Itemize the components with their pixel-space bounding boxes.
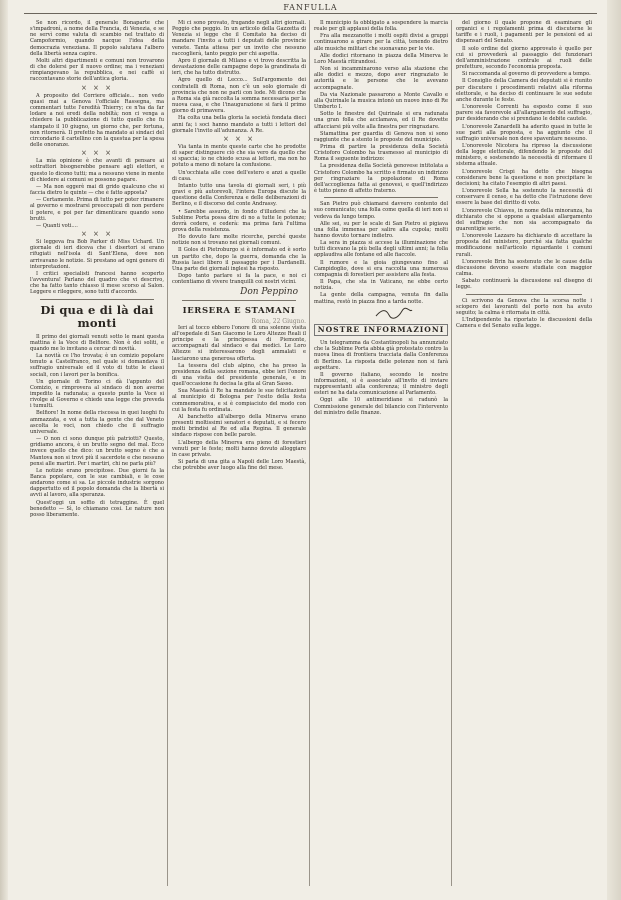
paragraph: Ha colta una bella gloria la società fondata dieci anni fa; i soci hanno mandato a tutti i lettori del giornale l'invito all'adunanza. A Re. xyxy=(172,115,306,134)
paragraph: Si raccomanda al governo di provvedere a tempo. xyxy=(462,71,591,78)
paragraph: San Pietro può chiamarsi davvero contento del suo comunicato; una folla come quella di ieri non si vedeva da lungo tempo. xyxy=(314,201,448,220)
paragraph: La tessera del club alpino, che ha preso la presidenza della sezione romana, ebbe ieri l'onore di una visita del presidente generale, e in quell'occasione fu decisa la gita al Gran Sasso. xyxy=(172,362,306,388)
page-edge-left xyxy=(0,0,8,900)
paragraph: Un giornale di Torino ci dà l'appunto del Comizio, e rimprovera al sindaco di non averne impedito la radunata; a questo punto la Voce si rivolge al Governo e chiede una legge che preveda i tumulti. xyxy=(30,378,164,410)
paragraph: La sera in piazza si accese la illuminazione che tutti dicevano la più bella degli ultimi anni; la folla applaudiva alle fontane ed alle fiaccole. xyxy=(314,240,448,259)
paragraph: L'onorevole Lazzaro ha dichiarato di accettare la proposta del ministero, purché sia fatta qualche modificazione nell'articolo riguardante i comuni rurali. xyxy=(456,233,592,258)
paragraph: Ci scrivono da Genova che la scorsa notte i sciopero dei lavoranti del porto non ha avuto seguito; la calma è ritornata in città. xyxy=(456,297,592,316)
paragraph: L'onorevole Brin ha sostenuto che le cause della discussione devono essere studiate con maggior calma. xyxy=(456,258,592,278)
dateline: Roma, 22 Giugno. xyxy=(251,317,306,325)
section-heading: IERSERA E STAMANI xyxy=(182,305,296,316)
paragraph: Il Papa, che sta in Vaticano, ne ebbe certo notizia. xyxy=(314,279,448,292)
paragraph: Le notizie erano precipitose. Due giorni fa la Banca popolare, con le sue cambiali, e le cose andarono come si sa. Le piccole industrie sorgono dappertutto ed il popolo domanda che la libertà si avvii al lavoro, alla speranza. xyxy=(30,467,164,499)
paragraph: — Quanti voti.... xyxy=(36,222,78,229)
paragraph: La presidenza della Società genovese intitolata a Cristoforo Colombo ha scritto e firmato un indirizzo per ringraziare la popolazione di Roma dell'accoglienza fatta ai genovesi, e quell'indirizzo è tutto pieno di affetto fraterno. xyxy=(314,163,448,195)
paragraph: • Sarebbe assurdo, in fondo d'illudersi che la Sublime Porta possa dire di no a tutte le potenze; dovrà cedere, e cederà: ma prima farà l'ultima prova della resistenza. xyxy=(172,208,306,233)
paragraph: Da via Nazionale passarono a Monte Cavallo e alla Quirinale la musica intonò un nuovo inno di Re Umberto I. xyxy=(314,91,448,111)
section-separator: × × × xyxy=(80,83,114,92)
paragraph: L'onorevole Crispi ha detto che bisogna considerare bene la questione e non precipitare le decisioni; ha citato l'esempio di altri paesi. xyxy=(456,168,592,187)
divider xyxy=(324,197,438,198)
divider xyxy=(182,300,296,301)
paragraph: Stamattina per guardia di Genova non si sono raggiunte che a stento le proposte del municipio. xyxy=(314,130,448,143)
paragraph: Il Golos di Pietroburgo si è informato ed è sorto un partito che, dopo la guerra, domanda che la Russia lasci libero il passaggio per i Dardanelli. Una parte dei giornali inglesi ha risposto. xyxy=(172,247,306,272)
paragraph: Alle sei, su per le scale di San Pietro si pigiava una folla immensa per salire alla cupola; molti hanno dovuto tornare indietro. xyxy=(314,220,448,239)
paragraph: Oggi alle 10 antimeridiane si radunò la Commissione generale del bilancio con l'intervento del ministro delle finanze. xyxy=(314,397,448,416)
paragraph: La gente della campagna, venuta fin dalla mattina, restò in piazza fino a tarda notte. xyxy=(314,292,448,305)
column-rule xyxy=(167,20,168,886)
column-rule xyxy=(309,20,310,886)
paragraph: del giorno il quale propone di esaminare gli organici e i regolamenti prima di discuterne le tariffe e i ruoli, i pagamenti per le pensioni ed ai dispensari del Senato. xyxy=(456,20,592,45)
paragraph: L'onorevole Zanardelli ha aderito quasi in tutte le sue parti alla proposta, e ha aggiunto che il suffragio universale non deve spaventare nessuno. xyxy=(456,123,592,142)
column-2 xyxy=(172,20,306,886)
section-separator: × × × xyxy=(80,230,114,238)
paragraph: Si leggeva fra Bob Parker di Miss Uchard. Un giornale di ieri diceva che i disertori si erano rifugiati nell'isola di Sant'Elena, dove non arrivavano le notizie. Si prestano ad ogni genere di interpretazioni. xyxy=(30,239,164,270)
paragraph: Sotto le finestre del Quirinale si era radunata una gran folla che acclamava, ed il Re dovette affacciarsi più volte alla finestra per ringraziare. xyxy=(314,111,448,130)
paragraph: Il solo ordine del giorno approvato è quello per cui si provvederà al passaggio dei funzionari dell'amministrazione centrale ai ruoli delle prefetture, secondo l'economia proposta. xyxy=(456,45,592,71)
divider xyxy=(466,294,582,295)
paragraph: L'onorevole Correnti ha esposto come il suo parere sia favorevole all'allargamento del suffragio, pur desiderando che si prendano le debite cautele. xyxy=(456,104,592,123)
paragraph: Il municipio fa obbligato a sospendere la marcia reale per gli applausi della folla. xyxy=(314,20,448,33)
column-4 xyxy=(456,20,592,886)
paragraph: Agro quello di Lecco... Sull'argomento dei confratelli di Roma, non c'è un solo giornale di provincia che non ne parli con lode. Mi dicono che a Roma sia già raccolta la somma necessaria per la nuova casa, e che l'inaugurazione si farà il primo giorno di primavera. xyxy=(172,77,306,115)
page-edge-right xyxy=(607,0,621,900)
signature-flourish-icon xyxy=(374,307,414,319)
paragraph: L'onorevole Nicotera ha ripreso la discussione della legge elettorale, difendendo le proposte del ministero, e sostenendo la necessità di riformare il sistema attuale. xyxy=(456,142,592,168)
paragraph: Il Consiglio della Camera dei deputati si è riunito per discutere i procedimenti relativi alla riforma elettorale, e ha deciso di continuare le sue sedute anche durante le feste. xyxy=(456,78,592,103)
author-signature-flourish xyxy=(374,307,448,320)
paragraph: — O non ci sono dunque più patriotti? Questo, gridiamo ancora, è un brutto segno del mal. Ecco invece quello che dico: un brutto segno è che a Mantova non si trovi più il sacerdote e che nessuno pensi alle martiri. Per i martiri, chi ne parla più? xyxy=(30,436,164,467)
paragraph: Quest'oggi un soffio di tetraggine. È quel benedetto — Sì, lo chiamano cosi. Le nature non posso liberamente. xyxy=(30,499,164,518)
paragraph: Prima di partire la presidenza della Società Cristoforo Colombo ha trasmesso al municipio di Roma il seguente indirizzo: xyxy=(314,143,448,163)
author-signature: Don Peppino xyxy=(240,287,298,298)
paragraph: Sabato continuerà la discussione sul disegno di legge. xyxy=(456,278,592,291)
paragraph: Non si incamminarono verso alla stazione che alle dodici e mezzo, dopo aver ringraziato le autorità e le persone che le avevano accompagnate. xyxy=(314,66,448,91)
paragraph: Via tanta in mente queste carte che ho prodotte di saper distinguere ciò che sia vero da quello che si spaccia; io ne chiedo scusa ai lettori, ma non ho potuto a meno di notare la confusione. xyxy=(172,143,306,169)
column-3 xyxy=(314,20,448,886)
paragraph: — Certamente. Prima di tutto per poter rimanere al governo e mostrarsi preoccupati di non perdere il potere, e poi per far dimenticare quando sono brutti. xyxy=(30,197,164,222)
paragraph: Intanto tutto una tavola di giornali seri, i più gravi e più autorevoli, l'intera Europa discute la questione della Conferenza e delle deliberazioni di Berlino, e il discorso del conte Andrassy. xyxy=(172,182,306,208)
paragraph: Si parla di una gita a Napoli delle Loro Maestà, che potrebbe aver luogo alla fine del mese. xyxy=(172,459,306,472)
paragraph: I critici specialisti francesi hanno scoperto l'avventura! Parlano del quadro che vi descrivo, che ha fatto tanto chiasso il mese scorso al Salon. Leggere e rileggere, sono tutti d'accordo. xyxy=(30,270,164,296)
section-heading-box: NOSTRE INFORMAZIONI xyxy=(314,324,448,336)
paragraph: Sua Maestà il Re ha mandato le sue felicitazioni al municipio di Bologna per l'esito della festa commemorativa, e si è compiaciuto del modo con cui la festa fu ordinata. xyxy=(172,388,306,413)
masthead xyxy=(0,0,621,16)
masthead-title: FANFULLA xyxy=(283,3,338,12)
paragraph: La mia opinione è che avanti di pensare ai sottrattori bisognerebbe pensare agli elettori, e questo lo dicono tutti; ma a nessuno viene in mente di chiedere ai comuni se possono pagare. xyxy=(30,158,164,183)
paragraph: Un telegramma da Costantinopoli ha annunziato che la Sublime Porta abbia già protestato contro la nuova linea di frontiera tracciata dalla Conferenza di Berlino. La risposta delle potenze non si farà aspettare. xyxy=(314,340,448,371)
section-separator: × × × xyxy=(222,134,256,143)
paragraph: Un'occhiata alle cose dell'estero e anzi a quelle di casa. xyxy=(172,169,306,182)
paragraph: Al banchetto all'albergo della Minerva erano presenti moltissimi senatori e deputati, e si fecero molti brindisi al Re ed alla Regina. Il generale sindaco rispose con belle parole. xyxy=(172,413,306,439)
paragraph: Belfiore! In nome della riscossa in quei luoghi fu ammazzata, e voi a tutta la gente che dal Veneto ascolta le voci, non chiedo che il suffragio universale. xyxy=(30,410,164,435)
paragraph: L'onorevole Sella ha sostenuto la necessità di conservare il censo, e ha detto che l'istruzione deve essere la base del diritto di voto. xyxy=(456,188,592,207)
paragraph: Se non ricordo, il generale Bonaparte che s'impadronì, a nome della Francia, di Venezia, e se ne servì come valuta di scambio nel trattato di Campoformio, quando nacque l'idea della democrazia veneziana. Il popolo salutava l'albero della libertà senza capire. xyxy=(30,20,164,57)
divider xyxy=(40,299,154,300)
paragraph: Il rumore e la gioia giungevano fino al Campidoglio, dove si era raccolta una numerosa compagnia di forestieri per assistere alla festa. xyxy=(314,259,448,278)
paragraph: — Ma non eggerè mai di grido qualcuno che si faccia dietro le quinte — che è fatto apposta? xyxy=(30,183,164,197)
paragraph: Ieri al tocco ebbero l'onore di una solenne visita all'ospedale di San Giacomo le Loro Altezze Reali il principe e la principessa di Piemonte, accompagnati dal sindaco e dai medici. Le Loro Altezze si interessarono degli ammalati e lasciarono una generosa offerta. xyxy=(172,324,306,362)
paragraph: Mi ci sono provato, frugando negli altri giornali. Peggio che peggio. In un articolo della Gazzetta di Venezia si legge che il Comitato ha deciso di mandare l'invito a tutti i deputati delle provincie venete. Tanta attesa per un invito che nessuno raccoglierà, tanto peggio per chi aspetta. xyxy=(172,20,306,57)
paragraph: Fra alla mezzanotte i molti ospiti divisi a gruppi continuarono a girare per la città, tenendo dietro alle musiche militari che suonavano per le vie. xyxy=(314,33,448,52)
paragraph: Il governo italiano, secondo le nostre informazioni, si è associato all'invito di inviare rappresentanti alla conferenza; il ministro degli esteri ne ha data comunicazione al Parlamento. xyxy=(314,371,448,397)
paragraph: Dopo tanto parlare si fa la pace, e noi ci contentiamo di vivere tranquilli coi nostri vicini. xyxy=(172,273,306,286)
paragraph: Il primo dei giornali venuti sotto le mani questa mattina è la Voce di Belfiore. Non è dei soliti, e quando me lo invitano a cercar di novità. xyxy=(30,333,164,352)
section-separator: × × × xyxy=(80,149,114,158)
article-headline: Di qua e di là dai monti xyxy=(40,302,154,330)
paragraph: L'albergo della Minerva era pieno di forestieri venuti per le feste; molti hanno dovuto alloggiare in case private. xyxy=(172,439,306,458)
paragraph: Ho dovuto fare molte ricerche, perché queste notizie non si trovano nei giornali comuni. xyxy=(172,234,306,247)
paragraph: La novità ce l'ho trovata; è un comizio popolare tenuto a Castelfranco, nel quale si domandava il suffragio universale ed il voto di tutte le classi sociali, con i lavori per la bonifica. xyxy=(30,353,164,378)
paragraph: L'onorevole Chiaves, in nome della minoranza, ha dichiarato che si oppone a qualsiasi allargamento del suffragio che non sia accompagnato da guarentigie serie. xyxy=(456,207,592,232)
paragraph: Alle dodici ritornano in piazza della Minerva le Loro Maestà ritirandosi. xyxy=(314,52,448,65)
paragraph: L'Indipendente ha riportato le discussioni della Camera e del Senato sulla legge. xyxy=(456,317,592,330)
paragraph: Apro il giornale di Milano e vi trovo descritta la devastazione delle campagne dopo la grandinata di ieri, che ha tutto distrutto. xyxy=(172,57,306,77)
masthead-rule xyxy=(24,13,597,14)
column-1 xyxy=(30,20,164,886)
column-rule xyxy=(451,20,452,886)
paragraph: Molti altri dipartimenti e comuni non trovarono di che dolersi per il nuovo ordine; ma i veneziani rimpiangevano la repubblica, e nei caffè si raccontavano storie dell'antica gloria. xyxy=(30,57,164,83)
paragraph: A proposito del Corriere officiale... non vedo quasi mai a Genova l'officiale Rassegna, ma commentari tutte l'eredità Thierry; ce n'ha da far lodare a noi eredi della nobiltà; non ci venga a chiedere la pubblicazione di tutto quello che fu stampato il 10 giugno, un giorno che, per fortuna, non ritornerà. Il prefetto ha mandato ai sindaci del circondario il cartellino con la questua per la spesa delle onoranze. xyxy=(30,92,164,148)
